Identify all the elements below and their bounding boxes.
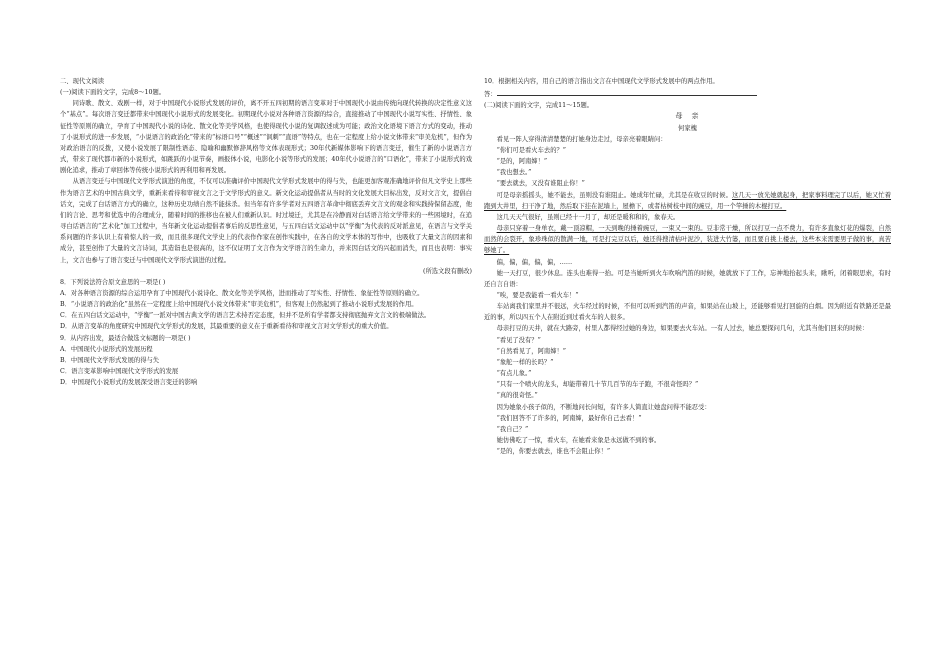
passage-paragraph-2: 从语言变迁与中国现代文学形式演进的角度，不仅可以准确评价中国现代文学形式发展中的得与失，也能更加客观准确地评价但凡文学史上那些作为语言艺术的中国古典文学，重新来看待和审视文言之于文学形式的意义。新文化运动提倡者从当时的文化发展大目标出发，反对文言文，提倡白话文，完成了白话语言方式的确立，这种历史功绩自然不能抹杀。但当年有许多学者对五四语言革命中彻底丢弃文言文的观念和实践持保留态度，他们的言论、思考和优选中的合理成分，随着时间的推移也在被人们重新认识。时过境迁，尤其是在冷静面对白话语言给文学带来的一些困境时，在追寻白话语言的“艺术化”加工过程中，当年新文化运动提倡者事后的反思性意见，与五四白话文运动中以“学衡”为代表的反对派意见，在语言与文学关系问题的许多认识上有着惊人的一致，而且很多现代文学史上的代表作作家在创作实践中，在各自的文学本体的写作中，也吸收了大量文言的因素和成分，甚至创作了大量的文言诗词，其造诣也是很高的，这不仅证明了文言作为文学语言的生命力，并来因白话文的兴起而消失，而且也表明：事实上，文言也参与了语言变迁与中国现代文学形式演进的过程。 bbox=[60, 178, 472, 264]
story-paragraph-23: 她仿佛吃了一惊，看火车，在她看来象是永远做不到的事。 bbox=[496, 437, 661, 444]
story-paragraph-9: 偏，偏，偏，偏，偏，…… bbox=[496, 258, 573, 266]
story-paragraph-19: “真的很奇怪。” bbox=[496, 392, 538, 400]
story-paragraph-7: 这几天天气很好，虽则已经十一月了，却还是暖和和的，象春天。 bbox=[496, 213, 680, 221]
question-9-stem: 9．从内容出发，最适合做选文标题的一项是( ) bbox=[60, 334, 191, 342]
question-8-option-c: C．在五四白话文运动中，“学衡”一派对中国古典文学的语言艺术持否定态度，但并不是所有学者都支持彻底抛弃文言文的极端做法。 bbox=[60, 312, 431, 320]
story-paragraph-8-underlined: 母亲只穿着一身单衣，戴一顶凉帽，一天到晚的捶着豌豆，一束又一束的。豆非常干燥，所以打豆一点不费力，有许多直象灯花的爆裂，自然而然的会裂开，象珍珠似的散满一地，可是打完豆以后，她还得搜清枯叶泥沙，装进大竹篓，而且要自挑上楼去，这些本来需要男子做的事，真苦够她了。 bbox=[484, 225, 891, 255]
subsection-heading: (一)阅读下面的文字，完成8～10题。 bbox=[60, 89, 166, 97]
section-heading: 二、现代文阅读 bbox=[60, 78, 105, 85]
passage-paragraph-1: 同诗歌、散文、戏剧一样，对于中国现代小说形式发展的评价，离不开五四初期的语言变革对于中国现代小说由传统向现代转换的决定性意义这个“基点”。每次语言变迁都带来中国现代小说形式的发展变化。初期现代小说对各种语言资源的综合，直接推动了中国现代小说写实性、抒情性、象征性等原则的确立，孕育了中国现代小说的诗化、散文化等美学风格，也使得现代小说的复调叙述成为可能；政治文化语境下语言方式的变动，推动了小说形式的进一步发展，“小说语言的政治化”带来的“标语口号”“概述”“讽刺”“直语”等特点，也在一定程度上给小说文体带来“审美危机”，但作为对政治语言的反拨，又使小说发展了限制性语态、隐喻和幽默修辞风格等文体表现形式；30年代新媒体影响下的语言变迁，催生了新的小说语言方式，带来了现代都市新的小说形式，如跳跃的小说节奏，画报体小说，电影化小说等形式的发展；40年代小说语言的“口语化”，带来了小说形式的戏剧化追求，推动了章回体等传统小说形式的再利用和再发展。 bbox=[60, 100, 472, 175]
story-paragraph-18: “只有一个喷火的龙头，却能带着几十节几百节的车子跑，不很奇怪吗？” bbox=[496, 381, 699, 389]
story-paragraph-13: 母亲打豆的天井，就在大路旁，村里人都得经过她的身边，如果要去火车站。一有人过去，她总要探问几句，尤其当他们回来的时候： bbox=[496, 325, 869, 333]
story-paragraph-17: “有点儿象。” bbox=[496, 370, 532, 378]
story-paragraph-24: “是的，你要去就去，谁也不会阻止你！” bbox=[496, 448, 611, 456]
story-paragraph-22: “我自己？” bbox=[496, 425, 529, 433]
question-9-option-a: A．中国现代小说形式的发展历程 bbox=[60, 345, 153, 353]
question-10-stem: 10．根据相关内容，用自己的语言指出文言在中国现代文学形式发展中的两点作用。 bbox=[484, 78, 719, 85]
subsection-heading-2: (二)阅读下面的文字，完成11～15题。 bbox=[484, 102, 594, 110]
story-paragraph-20: 因为她象小孩子似的，不断地问长问短，有许多人简直让她盘问得不能忍受： bbox=[496, 403, 711, 411]
story-paragraph-4: “我也想去。” bbox=[496, 169, 532, 177]
story-paragraph-10: 她一天打豆，很少休息。连头也难得一抬。可是当她听到火车吹响汽笛的时候，她就放下了工作，忘神地抬起头来，瞅听，闭着眼思索，有时还自言自语： bbox=[484, 269, 891, 288]
story-paragraph-2: “你们可是看火车去的？” bbox=[496, 146, 567, 154]
answer-underline[interactable] bbox=[497, 87, 757, 96]
story-paragraph-12: 车站离我们家里并不很远，火车经过的时候，不但可以听到汽笛的声音，如果站在山坡上，还能够看见打回旋的白烟。因为附近有铁路还是最近的事，所以四五个人在附近到过看火车的人很多。 bbox=[484, 303, 891, 322]
source-note: (所选文段有删改) bbox=[423, 267, 472, 275]
question-10-answer-line bbox=[484, 87, 891, 100]
story-paragraph-14: “看见了没有？” bbox=[496, 336, 541, 344]
story-paragraph-21: “我们回答不了许多的，阿南婶，最好你自己去看！” bbox=[496, 414, 642, 422]
question-9-option-d: D．中国现代小说形式的发展深受语言变迁的影响 bbox=[60, 379, 198, 387]
question-9-option-b: B．中国现代文学形式发展的得与失 bbox=[60, 356, 160, 364]
right-column bbox=[484, 76, 891, 457]
question-9-option-c: C．语言变革影响中国现代文学形式的发展 bbox=[60, 368, 179, 376]
story-paragraph-6 bbox=[484, 190, 891, 212]
story-title: 母 亲 bbox=[675, 112, 700, 121]
story-paragraph-6-underlined: 这几天一放光她就起身，把家事料理完了以后，她又忙着跑到大井里，扫干净了地，然后取下挂在泥墙上，屋檐下，或者枯树枝中间的豌豆，用一个竿捶的木棍打豆。 bbox=[484, 191, 892, 210]
question-8-option-d: D．从语言变革的角度研究中国现代文学形式的发展，其最重要的意义在于重新看待和审视文言对文学形式的重大价值。 bbox=[60, 323, 393, 331]
story-paragraph-1: 看见一阵人穿得清清楚楚的打她身边走过，母亲亮着眼睛问： bbox=[496, 135, 667, 143]
story-paragraph-3: “是的，阿南婶！” bbox=[496, 158, 548, 166]
story-paragraph-11: “唉，要是我能看一看火车！” bbox=[496, 291, 579, 299]
question-8-option-a: A．对各种语言资源的综合运用孕育了中国现代小说诗化、散文化等美学风格，进而推动了写实性、抒情性、象征性等原则的确立。 bbox=[60, 289, 424, 297]
story-paragraph-15: “自然看见了，阿南婶！” bbox=[496, 347, 567, 355]
answer-label: 答： bbox=[484, 91, 497, 99]
story-paragraph-16: “象舵一样的长吗？” bbox=[496, 358, 554, 366]
question-8-option-b: B．“小说语言的政治化”虽然在一定程度上给中国现代小说文体带来“审美危机”，但客观上仍然起到了推动小说形式发展的作用。 bbox=[60, 301, 418, 309]
left-column bbox=[60, 76, 472, 388]
story-author: 何家槐 bbox=[678, 124, 697, 132]
question-8-stem: 8．下列说法符合原文意思的一项是( ) bbox=[60, 278, 166, 286]
story-paragraph-5: “要去就去，又没有谁阻止你！” bbox=[496, 180, 585, 188]
story-paragraph-6-text: 可是母亲摇摇头，她不能去，虽则没有谁阻止。她成年忙碌，尤其是在收豆的时候。 bbox=[496, 191, 733, 199]
